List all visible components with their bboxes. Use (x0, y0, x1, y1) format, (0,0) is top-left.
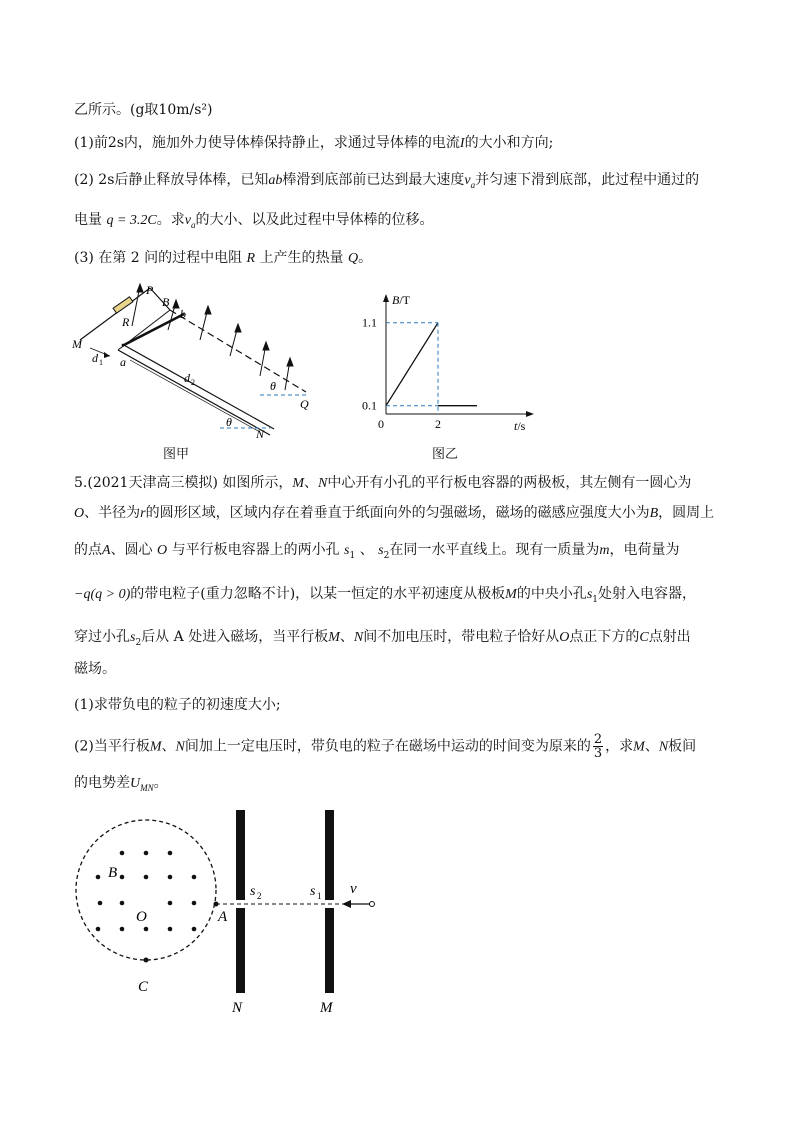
label-P: P (146, 283, 154, 297)
problem5-line-3: 的点A、圆心 O 与平行板电容器上的两小孔 $s_1$ 、 $s_2$在同一水平直线上。现有一质量为m，电荷量为 (74, 542, 680, 561)
problem4-question-2: (2) 2s后静止释放导体棒，已知ab棒滑到底部前已达到最大速度$v_a$并匀速下滑到底部，此过程中通过的 (74, 172, 700, 190)
label-b: b (180, 307, 186, 321)
x-axis-label: t/s (514, 419, 526, 433)
field-dot (168, 901, 173, 906)
xtick-2: 2 (435, 417, 441, 431)
label-N: N (256, 427, 265, 440)
label-M: M (320, 1000, 333, 1016)
figure-a-caption: 图甲 (163, 447, 190, 462)
xtick-0: 0 (378, 417, 384, 431)
field-dot (168, 851, 173, 856)
ytick-0.1: 0.1 (362, 398, 377, 413)
field-dot (192, 901, 197, 906)
series-line-rise (386, 323, 438, 406)
problem5-question-2-cont: 的电势差$U_{MN}$。 (74, 775, 168, 793)
label-A: A (218, 909, 228, 925)
field-dot (144, 927, 149, 932)
problem5-line-4: −q(q > 0)的带电粒子(重力忽略不计)，以某一恒定的水平初速度从极板M的中央小孔$s_1$处射入电容器， (74, 586, 697, 605)
problem5-line-2: O、半径为r的圆形区域，区域内存在着垂直于纸面向外的匀强磁场，磁场的磁感应强度大小为B，圆周上 (74, 505, 715, 521)
field-dot (120, 927, 125, 932)
field-dot (96, 875, 101, 880)
field-dot (168, 875, 173, 880)
label-d1-sub: 1 (99, 358, 103, 367)
field-dot (120, 851, 125, 856)
plate-M-bottom (325, 908, 334, 993)
plate-N-top (236, 810, 245, 900)
x-axis-arrow (526, 411, 534, 417)
field-dot (96, 927, 101, 932)
field-dot (120, 875, 125, 880)
plate-M-top (325, 810, 334, 900)
field-dot (192, 875, 197, 880)
field-dot (98, 901, 103, 906)
label-B: B (108, 865, 118, 881)
fraction-two-thirds: $\frac{2}{3}$ (593, 732, 603, 761)
particle-source (370, 902, 375, 907)
figure-incline-rails (70, 280, 330, 440)
field-dot (168, 927, 173, 932)
problem5-line-5: 穿过小孔$s_2$后从 A 处进入磁场，当平行板M、N间不加电压时，带电粒子恰好从O点正下方的C点射出 (74, 629, 691, 648)
label-s1-sub: 1 (317, 891, 322, 901)
label-C: C (138, 979, 149, 995)
problem5-question-2: (2)当平行板M、N间加上一定电压时，带负电的粒子在磁场中运动的时间变为原来的 $\frac{2}{3}$ ，求M、N板间 (74, 732, 697, 761)
label-N: N (232, 1000, 243, 1016)
label-R: R (122, 315, 130, 329)
plate-N-bottom (236, 908, 245, 993)
label-v: v (350, 881, 357, 897)
problem4-tail: 乙所示。(g取10m/s²) (74, 102, 213, 118)
label-d2-sub: 2 (191, 378, 195, 387)
label-s1: s (310, 884, 316, 899)
label-s2: s (250, 884, 256, 899)
label-M: M (72, 337, 82, 351)
problem5-question-1: (1)求带负电的粒子的初速度大小; (74, 697, 281, 713)
velocity-arrowhead (342, 900, 351, 908)
label-Q: Q (300, 397, 309, 411)
field-dot (144, 851, 149, 856)
ytick-1.1: 1.1 (362, 315, 377, 330)
problem5-line-6: 磁场。 (74, 661, 116, 677)
label-theta-top: θ (270, 379, 276, 393)
point-C (144, 958, 149, 963)
y-axis-arrow (383, 294, 389, 302)
point-A (214, 902, 219, 907)
problem4-question-1: (1)前2s内，施加外力使导体棒保持静止，求通过导体棒的电流I的大小和方向; (74, 135, 554, 151)
label-O: O (136, 909, 147, 925)
label-s2-sub: 2 (257, 891, 262, 901)
label-a: a (120, 355, 126, 369)
problem5-line-1: 5.(2021天津高三模拟) 如图所示，M、N中心开有小孔的平行板电容器的两极板，其左侧有一圆心为 (74, 475, 692, 491)
figure-b-caption: 图乙 (432, 447, 459, 462)
y-axis-label: B/T (392, 293, 411, 307)
problem4-question-2-cont: 电量 q = 3.2C。求$v_a$的大小、以及此过程中导体棒的位移。 (74, 212, 434, 230)
figure-capacitor-field (70, 805, 390, 1020)
label-theta-bottom: θ (226, 415, 232, 429)
label-d2: d (184, 371, 190, 385)
figure-b-chart (350, 290, 540, 440)
field-dot (120, 901, 125, 906)
label-B: B (162, 295, 170, 309)
problem4-question-3: (3) 在第 2 问的过程中电阻 R 上产生的热量 Q。 (74, 250, 373, 266)
label-d1: d (92, 351, 98, 365)
field-dot (192, 927, 197, 932)
field-dot (144, 875, 149, 880)
field-region-circle (76, 820, 216, 960)
